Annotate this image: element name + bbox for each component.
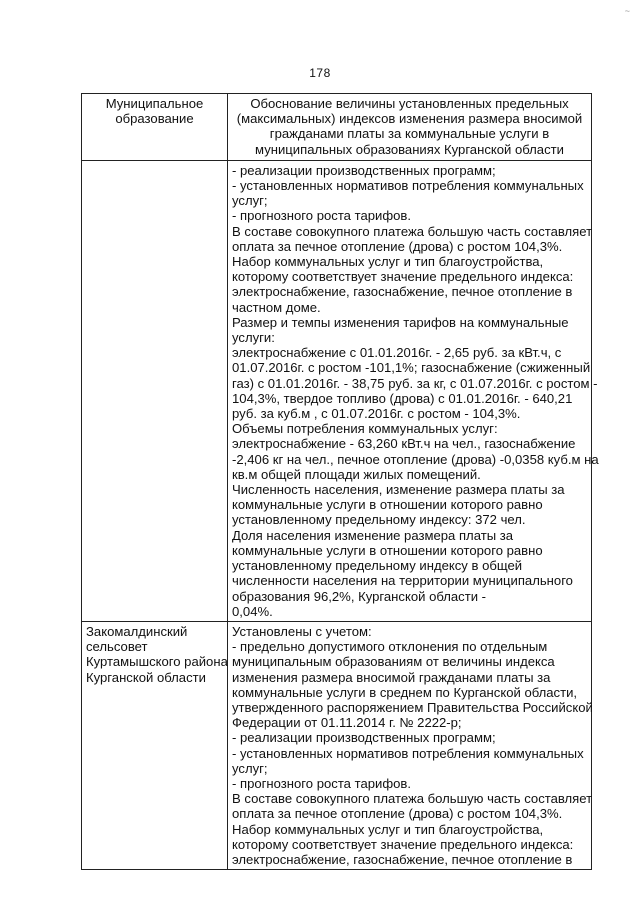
text-line: кв.м общей площади жилых помещений. — [232, 466, 481, 482]
text-line: - установленных нормативов потребления коммунальных — [232, 178, 584, 194]
text-line: услуг; — [232, 193, 268, 209]
text-line: муниципальным образованиям от величины индекса — [232, 654, 555, 670]
text-line: Набор коммунальных услуг и тип благоустройства, — [232, 254, 544, 270]
text-line: Федерации от 01.11.2014 г. № 2222-р; — [232, 715, 462, 731]
text-line: Набор коммунальных услуг и тип благоустройства, — [232, 821, 544, 837]
text-line: оплата за печное отопление (дрова) с ростом 104,3%. — [232, 806, 563, 822]
text-line: которому соответствует значение предельного индекса: — [232, 269, 574, 285]
text-line: коммунальные услуги в отношении которого равно — [232, 497, 543, 513]
text-line: электроснабжение - 63,260 кВт.ч на чел., газоснабжение — [232, 436, 576, 452]
text-line: Курганской области — [86, 669, 206, 685]
text-line: - прогнозного роста тарифов. — [232, 775, 411, 791]
text-line: коммунальные услуги в среднем по Курганской области, — [232, 684, 578, 700]
justification-cell — [228, 621, 592, 869]
text-line: численности населения на территории муниципального — [232, 573, 573, 589]
corner-mark: ~ — [624, 6, 630, 16]
table-header-row — [82, 94, 592, 161]
page-number: 178 — [309, 66, 331, 80]
text-line: - реализации производственных программ; — [232, 730, 496, 746]
text-line: Муниципальное — [105, 96, 204, 111]
text-line: - реализации производственных программ; — [232, 162, 496, 178]
text-line: электроснабжение, газоснабжение, печное отопление в — [232, 284, 573, 300]
tariff-justification-table — [81, 93, 599, 870]
text-line: - установленных нормативов потребления коммунальных — [232, 745, 584, 761]
header-municipality — [82, 94, 228, 161]
text-line: - прогнозного роста тарифов. — [232, 208, 411, 224]
header-justification — [228, 94, 592, 161]
text-line: газ) с 01.01.2016г. - 38,75 руб. за кг, с 01.07.2016г. с ростом - — [232, 375, 598, 391]
text-line: В составе совокупного платежа большую часть составляет — [232, 791, 593, 807]
text-line: установленному предельному индексу: 372 чел. — [232, 512, 526, 528]
text-line: Доля населения изменение размера платы за — [232, 527, 514, 543]
text-line: -2,406 кг на чел., печное отопление (дрова) -0,0358 куб.м на — [232, 451, 599, 467]
text-line: услуги: — [232, 330, 275, 346]
text-line: Закомалдинский — [86, 623, 188, 639]
text-line: Куртамышского района — [86, 654, 228, 670]
text-line: установленному предельному индексу в общей — [232, 558, 523, 574]
text-line: оплата за печное отопление (дрова) с ростом 104,3%. — [232, 238, 563, 254]
text-line: муниципальных образованиях Курганской области — [255, 141, 564, 157]
justification-cell — [228, 160, 599, 621]
text-line: услуг; — [232, 760, 268, 776]
text-line: которому соответствует значение предельного индекса: — [232, 836, 574, 852]
municipality-cell — [82, 621, 228, 869]
text-line: частном доме. — [232, 299, 321, 315]
municipality-cell — [82, 160, 228, 621]
text-line: образования 96,2%, Курганской области - — [232, 588, 487, 604]
text-line: сельсовет — [86, 639, 148, 655]
text-line: Обоснование величины установленных предельных — [250, 96, 569, 111]
text-line: электроснабжение с 01.01.2016г. - 2,65 руб. за кВт.ч, с — [232, 345, 562, 361]
text-line: образование — [115, 111, 194, 127]
text-line: 01.07.2016г. с ростом -101,1%; газоснабжение (сжиженный — [232, 360, 591, 376]
table-row — [82, 160, 592, 621]
text-line: изменения размера вносимой гражданами платы за — [232, 669, 551, 685]
text-line: Объемы потребления коммунальных услуг: — [232, 421, 498, 437]
text-line: электроснабжение, газоснабжение, печное отопление в — [232, 851, 573, 867]
text-line: (максимальных) индексов изменения размера вносимой — [236, 111, 583, 127]
table-row — [82, 621, 592, 869]
text-line: Численность населения, изменение размера платы за — [232, 482, 565, 498]
text-line: 104,3%, твердое топливо (дрова) с 01.01.2016г. - 640,21 — [232, 390, 573, 406]
text-line: - предельно допустимого отклонения по отдельным — [232, 639, 548, 655]
text-line: В составе совокупного платежа большую часть составляет — [232, 223, 593, 239]
text-line: коммунальные услуги в отношении которого равно — [232, 542, 543, 558]
text-line: Размер и темпы изменения тарифов на коммунальные — [232, 314, 569, 330]
text-line: Установлены с учетом: — [232, 623, 372, 639]
text-line: руб. за куб.м , с 01.07.2016г. с ростом - 104,3%. — [232, 406, 521, 422]
text-line: утвержденного распоряжением Правительства Российской — [232, 699, 593, 715]
text-line: гражданами платы за коммунальные услуги в — [269, 126, 550, 142]
text-line: 0,04%. — [232, 603, 273, 619]
